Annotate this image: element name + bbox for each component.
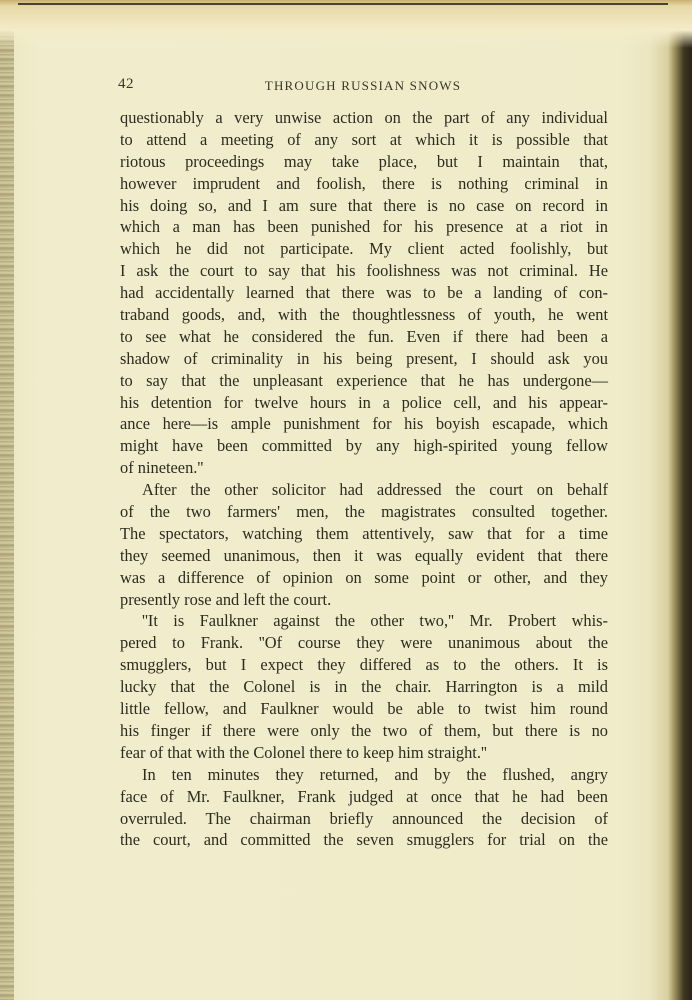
- page-header: [118, 76, 608, 96]
- text-line: In ten minutes they returned, and by the flushed, angry: [142, 764, 608, 784]
- book-spine-edge: [0, 0, 14, 1000]
- text-line: The spectators, watching them attentively, saw that for a time: [120, 523, 608, 543]
- text-line: his finger if there were only the two of them, but there is no: [120, 720, 608, 740]
- text-line: to attend a meeting of any sort at which it is possible that: [120, 129, 608, 149]
- text-line: ''It is Faulkner against the other two,'' Mr. Probert whis-: [142, 611, 608, 631]
- text-line: which a man has been punished for his presence at a riot in: [120, 217, 608, 237]
- running-head: THROUGH RUSSIAN SNOWS: [264, 78, 462, 93]
- text-line: to say that the unpleasant experience that he has undergone—: [120, 370, 608, 390]
- text-line: his detention for twelve hours in a police cell, and his appear-: [120, 392, 608, 412]
- text-line: fear of that with the Colonel there to keep him straight.'': [120, 742, 487, 762]
- text-line: to see what he considered the fun. Even if there had been a: [120, 326, 608, 346]
- text-line: After the other solicitor had addressed the court on behalf: [142, 480, 608, 500]
- text-line: overruled. The chairman briefly announced the decision of: [120, 808, 608, 828]
- text-line: traband goods, and, with the thoughtlessness of youth, he went: [120, 305, 608, 325]
- text-line: presently rose and left the court.: [120, 589, 332, 609]
- text-line: pered to Frank. ''Of course they were unanimous about the: [120, 633, 608, 653]
- text-line: questionably a very unwise action on the part of any individual: [120, 108, 608, 127]
- text-line: the court, and committed the seven smugglers for trial on the: [120, 830, 608, 850]
- text-line: of the two farmers' men, the magistrates consulted together.: [120, 502, 608, 522]
- text-line: riotous proceedings may take place, but I maintain that,: [120, 151, 608, 171]
- text-line: they seemed unanimous, then it was equally evident that there: [120, 545, 608, 565]
- text-line: face of Mr. Faulkner, Frank judged at once that he had been: [120, 786, 608, 806]
- text-line: his doing so, and I am sure that there is no case on record in: [120, 195, 608, 215]
- page-top-edge: [0, 0, 692, 48]
- text-line: of nineteen.'': [120, 458, 204, 478]
- text-line: shadow of criminality in his being present, I should ask you: [120, 348, 608, 368]
- text-line: little fellow, and Faulkner would be able to twist him round: [120, 699, 608, 719]
- text-line: lucky that the Colonel is in the chair. Harrington is a mild: [120, 677, 608, 697]
- page-number: 42: [118, 76, 134, 92]
- text-line: smugglers, but I expect they differed as to the others. It is: [120, 655, 608, 675]
- text-line: might have been committed by any high-spirited young fellow: [120, 436, 608, 456]
- text-line: which he did not participate. My client acted foolishly, but: [120, 239, 608, 259]
- top-rule-line: [18, 3, 668, 5]
- text-line: I ask the court to say that his foolishness was not criminal. He: [120, 261, 608, 281]
- text-line: however imprudent and foolish, there is nothing criminal in: [120, 173, 608, 193]
- body-text: [120, 107, 608, 851]
- text-line: was a difference of opinion on some point or other, and they: [120, 567, 608, 587]
- text-line: ance here—is ample punishment for his boyish escapade, which: [120, 414, 608, 434]
- text-line: had accidentally learned that there was to be a landing of con-: [120, 283, 608, 303]
